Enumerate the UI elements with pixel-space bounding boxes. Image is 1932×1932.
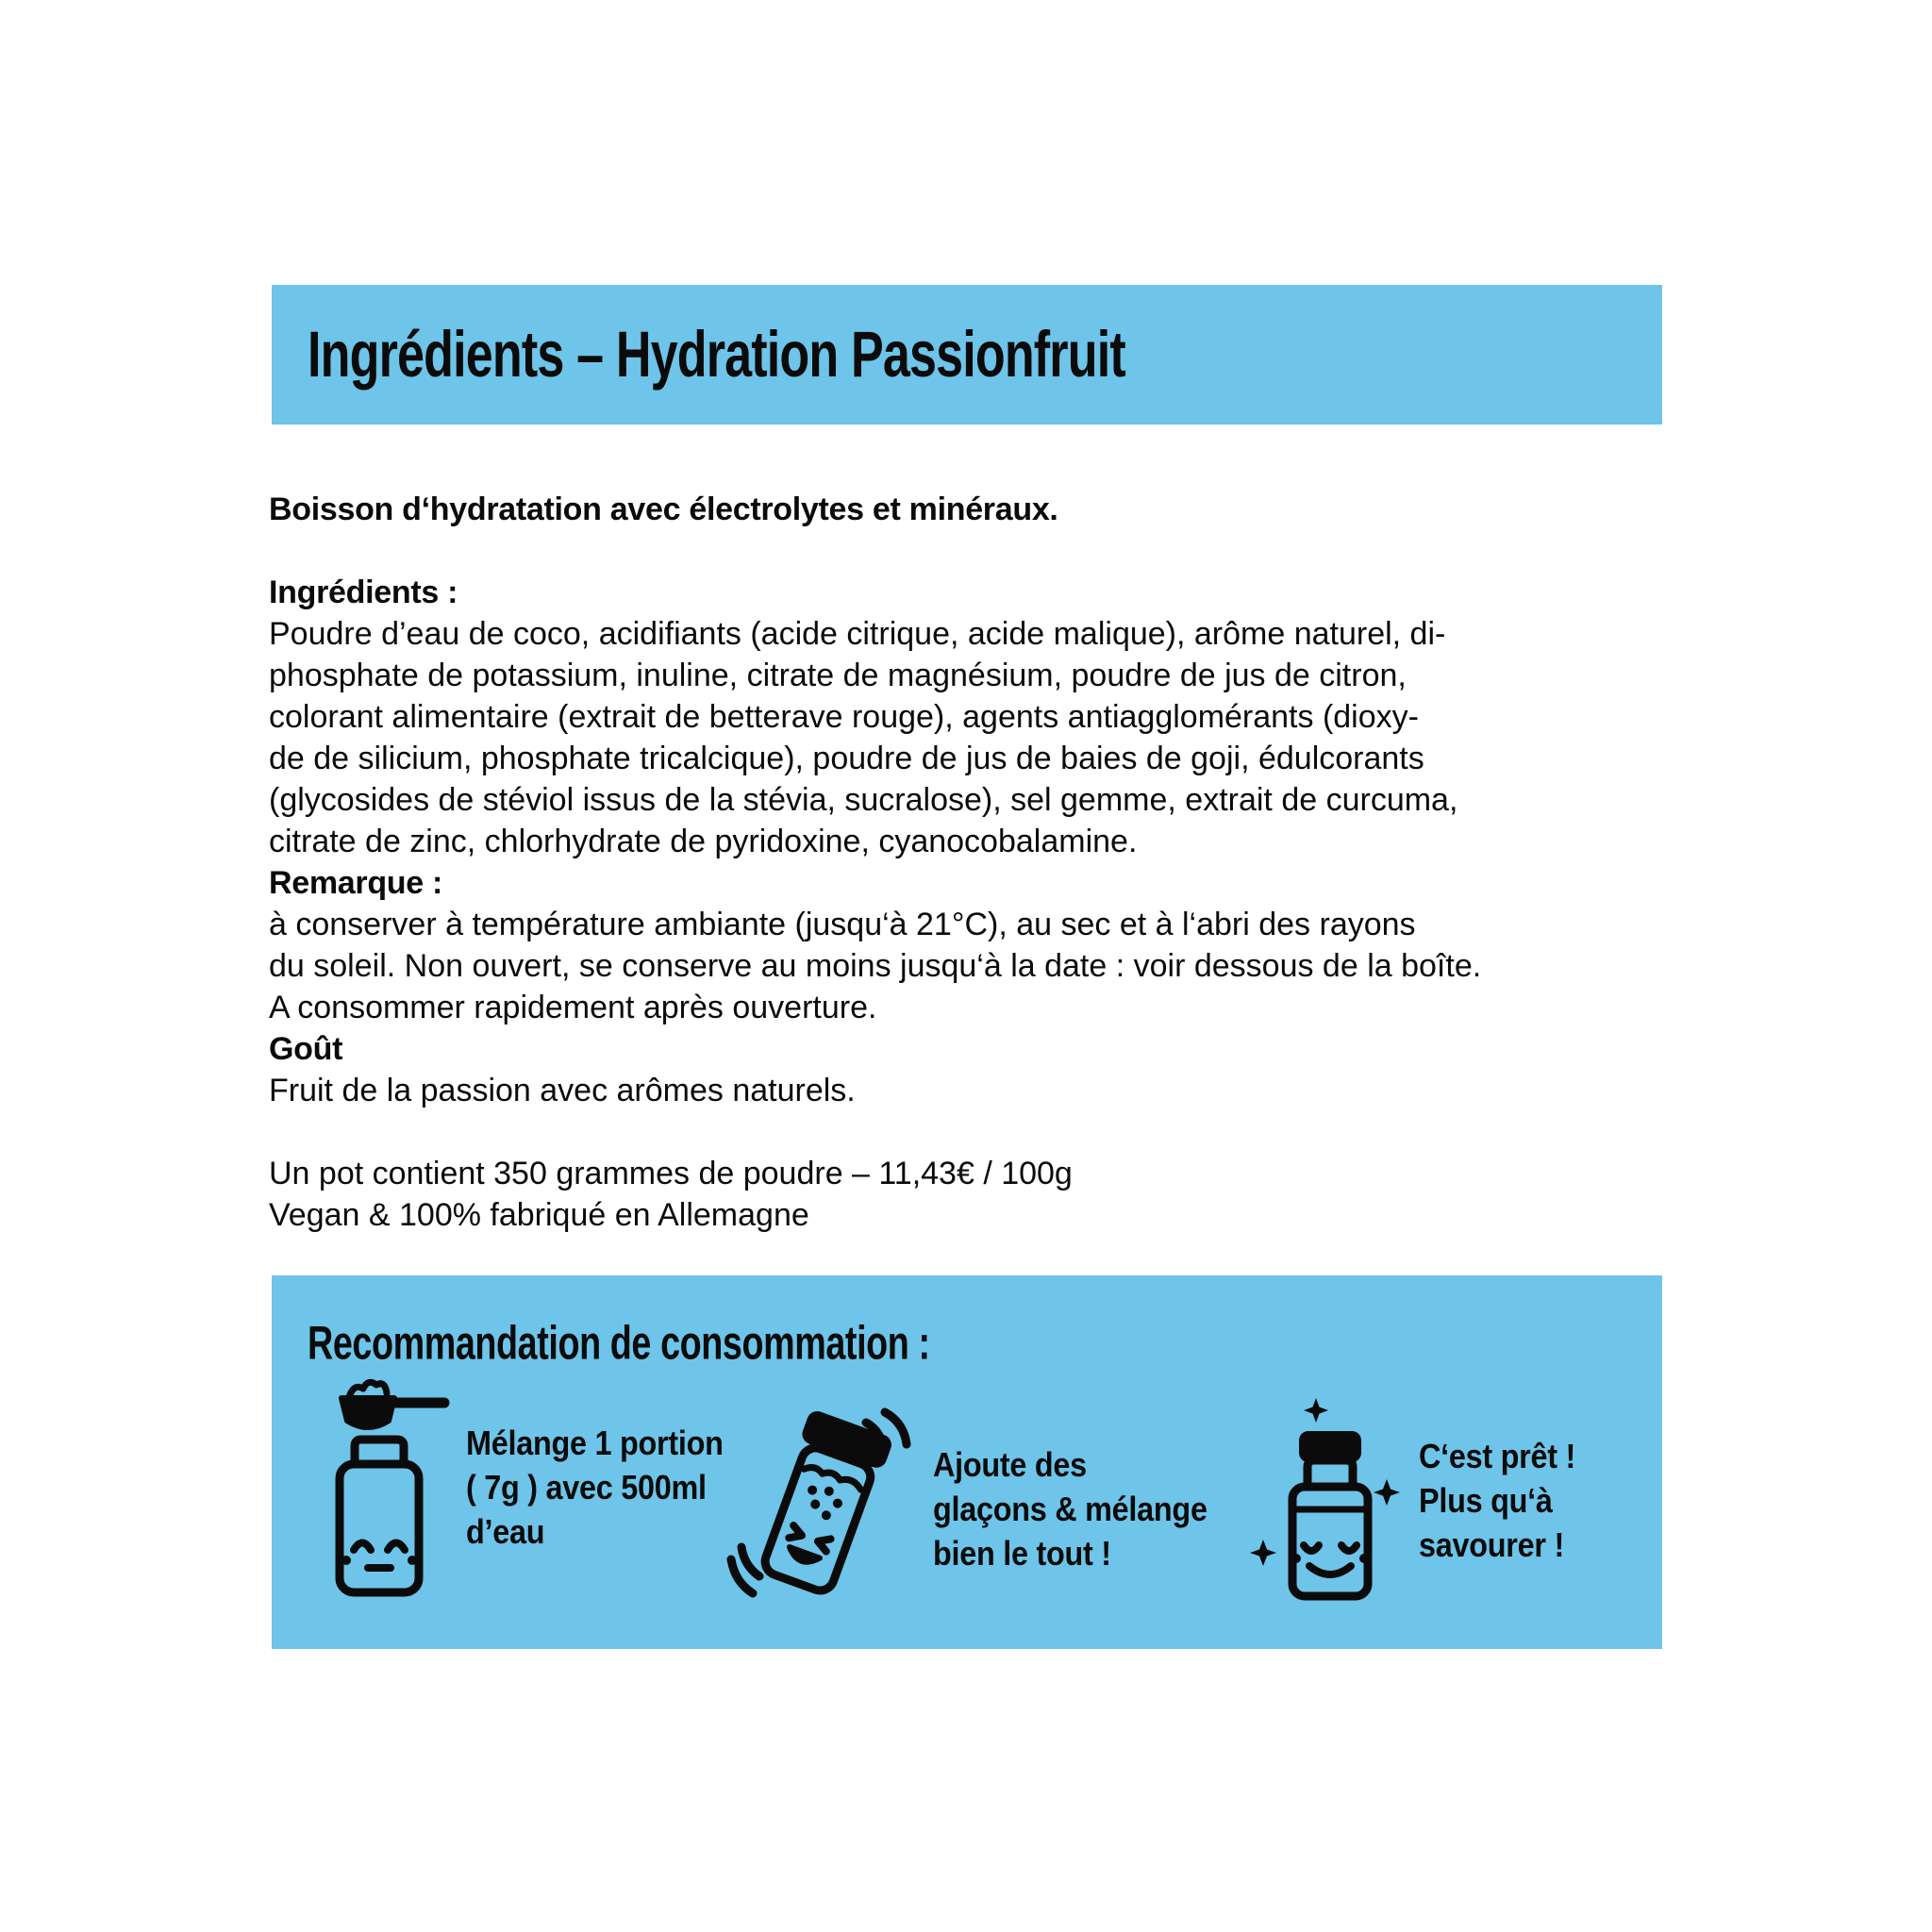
step-2-line: Ajoute des: [933, 1445, 1087, 1484]
ingredients-line: Poudre d’eau de coco, acidifiants (acide citrique, acide malique), arôme naturel, di-: [269, 616, 1446, 652]
section-heading-ingredients: Ingrédients :: [269, 575, 458, 610]
recommendation-box: [272, 1275, 1662, 1649]
spacer: [269, 530, 1481, 572]
pot-content-line: Un pot contient 350 grammes de poudre – 11,43€ / 100g: [269, 1156, 1073, 1191]
shaker-icon: [726, 1407, 920, 1610]
remarque-line: à conserver à température ambiante (jusqu‘à 21°C), au sec et à l‘abri des rayons: [269, 907, 1416, 942]
gout-line: Fruit de la passion avec arômes naturels.: [269, 1073, 856, 1108]
ingredients-line: colorant alimentaire (extrait de betterave rouge), agents antiagglomérants (dioxy-: [269, 699, 1419, 735]
ingredients-line: phosphate de potassium, inuline, citrate de magnésium, poudre de jus de citron,: [269, 658, 1407, 693]
step-1-line: ( 7g ) avec 500ml: [466, 1467, 707, 1507]
scoop-and-jar-icon: [311, 1374, 453, 1600]
step-3-line: savourer !: [1419, 1524, 1564, 1564]
remarque-line: du soleil. Non ouvert, se conserve au moins jusqu‘à la date : voir dessous de la boîte.: [269, 948, 1482, 984]
step-3-line: C‘est prêt !: [1419, 1436, 1575, 1475]
step-1-text: [466, 1421, 724, 1554]
remarque-line: A consommer rapidement après ouverture.: [269, 990, 877, 1025]
section-heading-gout: Goût: [269, 1031, 343, 1067]
sparkling-jar-icon: [1243, 1396, 1406, 1604]
step-2-text: [933, 1442, 1208, 1575]
step-3-text: [1419, 1434, 1575, 1567]
sparkle: [1250, 1540, 1276, 1566]
ingredients-line: citrate de zinc, chlorhydrate de pyridoxine, cyanocobalamine.: [269, 824, 1138, 859]
spacer: [269, 1111, 1481, 1153]
recommendation-step-2: [726, 1407, 1238, 1610]
section-heading-remarque: Remarque :: [269, 865, 443, 901]
ingredients-line: de de silicium, phosphate tricalcique), poudre de jus de baies de goji, édulcorants: [269, 741, 1424, 776]
step-2-line: bien le tout !: [933, 1534, 1111, 1573]
product-description: [269, 489, 1481, 1236]
page-title: Ingrédients – Hydration Passionfruit: [308, 319, 1125, 391]
vegan-line: Vegan & 100% fabriqué en Allemagne: [269, 1197, 809, 1233]
ingredients-line: (glycosides de stéviol issus de la stévia, sucralose), sel gemme, extrait de curcuma,: [269, 782, 1458, 818]
step-2-line: glaçons & mélange: [933, 1490, 1208, 1528]
recommendation-step-1: [311, 1374, 752, 1600]
sparkle: [1304, 1398, 1328, 1423]
sparkle: [1374, 1479, 1400, 1506]
header-bar: [272, 285, 1662, 425]
step-1-line: d’eau: [466, 1511, 545, 1551]
recommendation-heading: Recommandation de consommation :: [308, 1316, 930, 1370]
step-1-line: Mélange 1 portion: [466, 1423, 724, 1462]
step-3-line: Plus qu‘à: [1419, 1480, 1553, 1520]
intro-line: Boisson d‘hydratation avec électrolytes et minéraux.: [269, 491, 1058, 527]
recommendation-step-3: [1243, 1396, 1592, 1604]
